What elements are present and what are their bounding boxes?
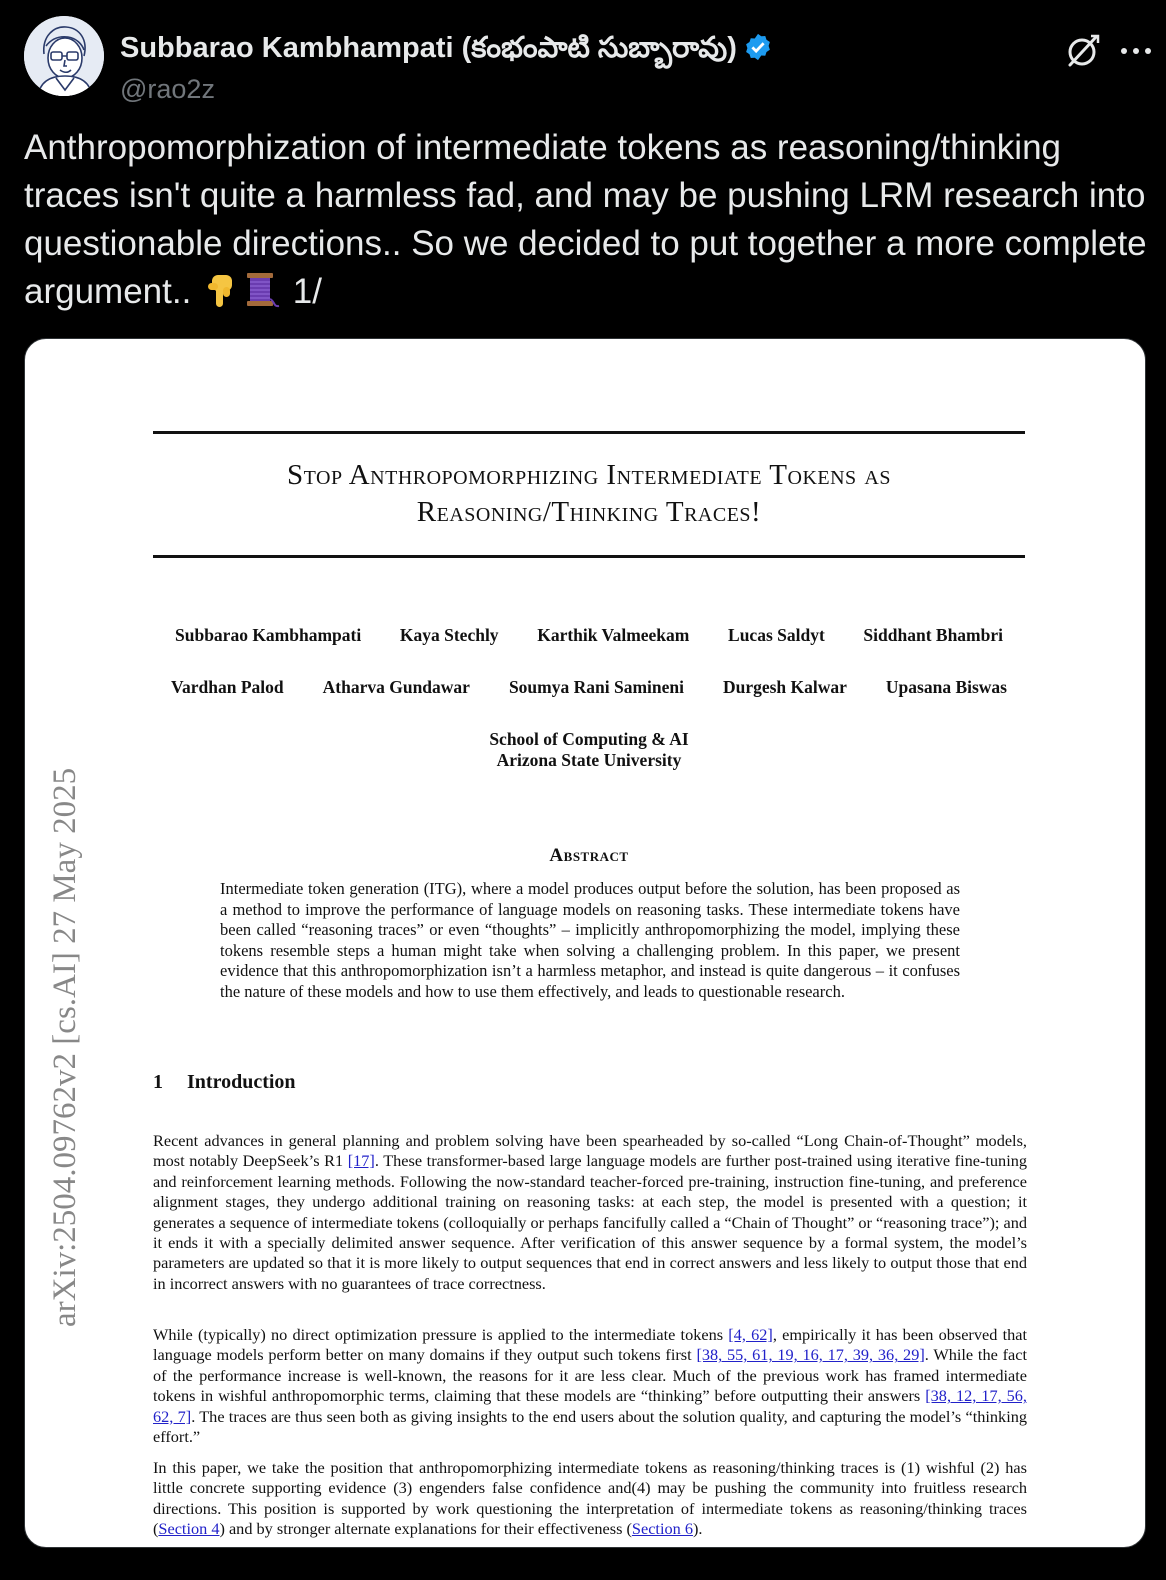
paper-title-line1: Stop Anthropomorphizing Intermediate Tokens as — [287, 459, 891, 491]
section-link[interactable]: Section 4 — [158, 1519, 220, 1539]
tweet-body: Anthropomorphization of intermediate tokens as reasoning/thinking traces isn't quite a harmless fad, and may be pushing LRM research into questionable directions.. So we decided to put together a more complete argument.. — [24, 128, 1147, 311]
author: Vardhan Palod — [171, 677, 284, 697]
affiliation — [153, 729, 1025, 771]
author: Lucas Saldyt — [728, 625, 825, 645]
paper-title — [153, 457, 1025, 531]
author-avatar[interactable] — [24, 16, 104, 96]
grok-icon[interactable] — [1064, 32, 1102, 70]
title-top-rule — [153, 431, 1025, 434]
author: Durgesh Kalwar — [722, 677, 847, 697]
citation-link[interactable]: [38, 55, 61, 19, 16, 17, 39, 36, 29] — [696, 1345, 925, 1365]
section-title: Introduction — [187, 1071, 296, 1093]
para-text: ). — [692, 1519, 703, 1539]
section-heading — [153, 1071, 296, 1094]
author: Soumya Rani Samineni — [508, 677, 684, 697]
author-name-text[interactable]: Subbarao Kambhampati (కంభంపాటి సుబ్బారావు) — [120, 32, 737, 64]
author-name[interactable] — [120, 32, 773, 72]
abstract-heading: Abstract — [549, 845, 629, 866]
authors-row-1 — [153, 625, 1025, 646]
author: Subbarao Kambhampati — [175, 625, 362, 645]
section-number: 1 — [153, 1071, 163, 1093]
thread-marker: 1/ — [292, 272, 322, 311]
author-handle[interactable]: @rao2z — [120, 74, 215, 104]
title-bottom-rule — [153, 555, 1025, 558]
authors-row-2 — [153, 677, 1025, 698]
verified-badge-icon — [743, 32, 773, 62]
author: Siddhant Bhambri — [863, 625, 1003, 645]
section-link[interactable]: Section 6 — [631, 1519, 693, 1539]
author: Atharva Gundawar — [322, 677, 470, 697]
paper-title-line2: Reasoning/Thinking Traces! — [416, 496, 762, 528]
thread-spool-emoji-icon — [241, 271, 281, 322]
intro-paragraph-1 — [153, 1131, 1027, 1294]
para-text: Recent advances in general planning and problem solving have been spearheaded by so-called “Long Chain-of-Thought” models, most notably DeepSeek’s R1 — [153, 1131, 1027, 1171]
para-text: , empirically it has been observed that language models perform better on many domains if they output such tokens first — [153, 1325, 1027, 1365]
citation-link[interactable]: [4, 62] — [728, 1325, 773, 1344]
pointing-down-emoji-icon — [203, 273, 237, 322]
paper-page — [25, 339, 1145, 1547]
attached-paper-image[interactable] — [24, 338, 1146, 1548]
author: Karthik Valmeekam — [537, 625, 690, 645]
para-text: In this paper, we take the position that anthropomorphizing intermediate tokens as reasoning/thinking traces is (1) wishful (2) has little concrete supporting evidence (3) engenders false confidence and(4) may be pushing the community into fruitless research directions. This position is supported by work questioning the interpretation of intermediate tokens as reasoning/thinking traces ( — [153, 1458, 1027, 1539]
author: Kaya Stechly — [399, 625, 499, 645]
para-text: . These transformer-based large language models are further post-trained using iterative fine-tuning and reinforcement learning methods. Following the now-standard teacher-forced pre-training, instruction fine-tuning, and preference alignment stages, they undergo additional training on reasoning tasks: at each step, the model is presented with a question; it generates a sequence of intermediate tokens (colloquially or perhaps fancifully called a “Chain of Thought” or “reasoning trace”); and it ends it with a specially delimited answer sequence. After verification of this answer sequence by a formal system, the model’s parameters are updated so that it is more likely to output sequences that end in correct answers and less likely to output those that end in incorrect answers with no guarantees of trace correctness. — [153, 1151, 1028, 1293]
affiliation-line1: School of Computing & AI — [489, 729, 689, 749]
tweet-text — [24, 124, 1154, 322]
tweet-header — [24, 14, 1144, 104]
author: Upasana Biswas — [885, 677, 1007, 697]
para-text: . While the fact of the performance increase is well-known, the reasons for it are less clear. Much of the previous work has framed intermediate tokens in wishful anthropomorphic terms, claiming that these models are “thinking” before outputting their answers — [153, 1345, 1028, 1406]
abstract-text: Intermediate token generation (ITG), where a model produces output before the solution, has been proposed as a method to improve the performance of language models on reasoning tasks. These intermediate tokens have been called “reasoning traces” or even “thoughts” – implicitly anthropomorphizing the model, implying these tokens resemble steps a human might take when solving a challenging problem. In this paper, we present evidence that this anthropomorphization isn’t a harmless metaphor, and instead is quite dangerous – it confuses the nature of these models and how to use them effectively, and leads to questionable research. — [220, 879, 960, 1001]
para-text: While (typically) no direct optimization pressure is applied to the intermediate tokens — [153, 1325, 729, 1344]
para-text: . The traces are thus seen both as giving insights to the end users about the solution quality, and capturing the model’s “thinking effort.” — [153, 1406, 1028, 1447]
avatar-illustration-icon — [24, 16, 104, 96]
citation-link[interactable]: [38, 12, 17, 56, 62, 7] — [153, 1386, 1027, 1426]
affiliation-line2: Arizona State University — [496, 750, 682, 770]
intro-paragraph-3 — [153, 1458, 1027, 1540]
more-options-icon[interactable] — [1114, 32, 1158, 70]
citation-link[interactable]: [17] — [347, 1151, 375, 1171]
arxiv-stamp: arXiv:2504.09762v2 [cs.AI] 27 May 2025 — [47, 767, 83, 1327]
intro-paragraph-2 — [153, 1325, 1027, 1447]
para-text: ) and by stronger alternate explanations for their effectiveness ( — [219, 1519, 632, 1539]
